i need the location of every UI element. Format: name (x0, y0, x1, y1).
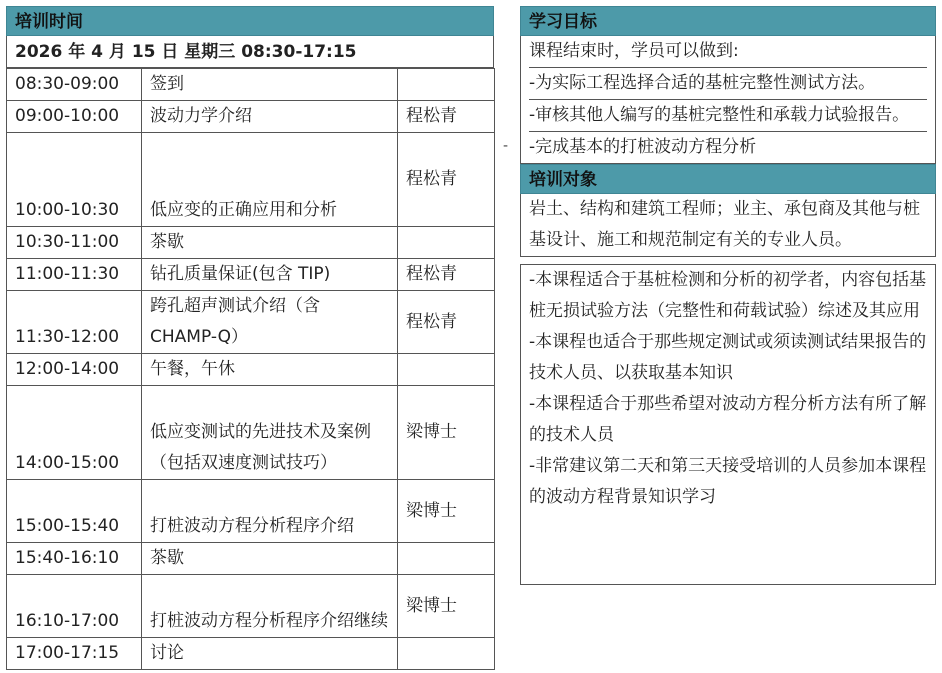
schedule-row (7, 227, 495, 259)
schedule-table (6, 68, 495, 670)
schedule-speaker: 梁博士 (398, 575, 495, 638)
schedule-speaker (398, 638, 495, 670)
schedule-time: 17:00-17:15 (7, 638, 142, 670)
schedule-row (7, 133, 495, 227)
schedule-row (7, 259, 495, 291)
goals-box (520, 36, 936, 164)
audience-intro: 岩土、结构和建筑工程师；业主、承包商及其他与桩基设计、施工和规范制定有关的专业人员。 (529, 199, 920, 250)
audience-header: 培训对象 (520, 164, 936, 194)
schedule-row (7, 291, 495, 354)
schedule-row (7, 480, 495, 543)
goal-item: -完成基本的打桩波动方程分析 (529, 137, 757, 157)
audience-item: -本课程适合于那些希望对波动方程分析方法有所了解的技术人员 (529, 394, 927, 445)
schedule-topic: 波动力学介绍 (142, 101, 398, 133)
schedule-row (7, 69, 495, 101)
schedule-topic: 跨孔超声测试介绍（含 CHAMP-Q） (142, 291, 398, 354)
schedule-row (7, 354, 495, 386)
schedule-topic: 午餐，午休 (142, 354, 398, 386)
audience-box (520, 194, 936, 257)
schedule-time: 14:00-15:00 (7, 386, 142, 480)
schedule-time: 15:00-15:40 (7, 480, 142, 543)
audience-item: -本课程也适合于那些规定测试或须读测试结果报告的技术人员、以获取基本知识 (529, 332, 927, 383)
schedule-topic: 茶歇 (142, 543, 398, 575)
schedule-topic: 讨论 (142, 638, 398, 670)
schedule-row (7, 575, 495, 638)
goal-item: 课程结束时，学员可以做到: (529, 36, 927, 68)
audience-item: -非常建议第二天和第三天接受培训的人员参加本课程的波动方程背景知识学习 (529, 456, 927, 507)
schedule-speaker: 程松青 (398, 133, 495, 227)
schedule-topic: 低应变测试的先进技术及案例（包括双速度测试技巧） (142, 386, 398, 480)
schedule-time: 10:00-10:30 (7, 133, 142, 227)
schedule-time: 15:40-16:10 (7, 543, 142, 575)
schedule-speaker: 程松青 (398, 101, 495, 133)
schedule-speaker (398, 69, 495, 101)
goals-header: 学习目标 (520, 6, 936, 36)
schedule-panel (6, 6, 494, 670)
margin-mark: - (503, 138, 509, 154)
schedule-time: 11:30-12:00 (7, 291, 142, 354)
schedule-topic: 打桩波动方程分析程序介绍 (142, 480, 398, 543)
schedule-time: 11:00-11:30 (7, 259, 142, 291)
schedule-topic: 茶歇 (142, 227, 398, 259)
schedule-row (7, 386, 495, 480)
schedule-time: 16:10-17:00 (7, 575, 142, 638)
schedule-topic: 钻孔质量保证(包含 TIP) (142, 259, 398, 291)
info-panel (520, 6, 936, 585)
schedule-speaker: 梁博士 (398, 480, 495, 543)
schedule-topic: 低应变的正确应用和分析 (142, 133, 398, 227)
schedule-time: 12:00-14:00 (7, 354, 142, 386)
audience-details (520, 264, 936, 585)
schedule-topic: 打桩波动方程分析程序介绍继续 (142, 575, 398, 638)
schedule-row (7, 638, 495, 670)
schedule-speaker (398, 227, 495, 259)
goal-item: -为实际工程选择合适的基桩完整性测试方法。 (529, 68, 927, 100)
schedule-header: 培训时间 (6, 6, 494, 36)
schedule-time: 09:00-10:00 (7, 101, 142, 133)
goal-item: -审核其他人编写的基桩完整性和承载力试验报告。 (529, 100, 927, 132)
schedule-date: 2026 年 4 月 15 日 星期三 08:30-17:15 (6, 36, 494, 68)
schedule-time: 08:30-09:00 (7, 69, 142, 101)
schedule-speaker: 梁博士 (398, 386, 495, 480)
schedule-speaker (398, 543, 495, 575)
schedule-speaker: 程松青 (398, 259, 495, 291)
schedule-row (7, 543, 495, 575)
schedule-time: 10:30-11:00 (7, 227, 142, 259)
schedule-topic: 签到 (142, 69, 398, 101)
schedule-speaker: 程松青 (398, 291, 495, 354)
schedule-row (7, 101, 495, 133)
schedule-speaker (398, 354, 495, 386)
audience-item: -本课程适合于基桩检测和分析的初学者，内容包括基桩无损试验方法（完整性和荷载试验）综述及其应用 (529, 270, 927, 321)
